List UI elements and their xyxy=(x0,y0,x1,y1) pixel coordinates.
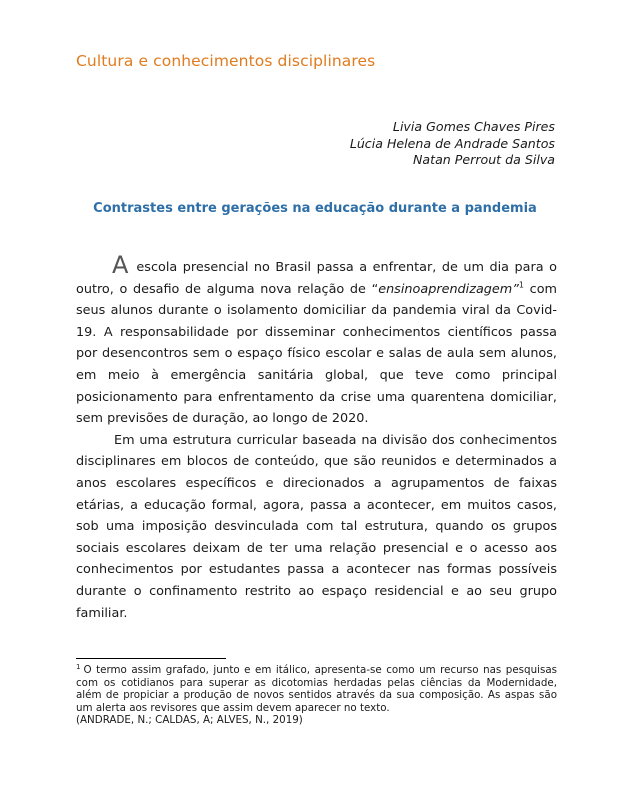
paragraph-1-text-a: escola presencial no Brasil passa a enfrentar, de um dia para o outro, o desafio de alguma nova relação de “ xyxy=(76,260,557,297)
author-name: Natan Perrout da Silva xyxy=(413,152,555,167)
paragraph-1 xyxy=(76,251,557,430)
italic-term: ensinoaprendizagem xyxy=(378,281,513,297)
article-body xyxy=(76,251,557,624)
footnote-number: 1 xyxy=(76,662,81,671)
author-list xyxy=(350,119,555,169)
footnote-citation: (ANDRADE, N.; CALDAS, A; ALVES, N., 2019) xyxy=(76,714,303,727)
article-title: Contrastes entre gerações na educação durante a pandemia xyxy=(93,201,537,216)
footnote-text: O termo assim grafado, junto e em itálico, apresenta-se como um recurso nas pesquisas com os cotidianos para superar as dicotomias herdadas pelas ciências da Modernidade, além de propiciar a produção de novos sentidos através da sua composição. As aspas são um alerta aos revisores que assim devem aparecer no texto. xyxy=(76,664,557,714)
section-title: Cultura e conhecimentos disciplinares xyxy=(76,52,376,70)
paragraph-2: Em uma estrutura curricular baseada na divisão dos conhecimentos disciplinares em blocos de conteúdo, que são reunidos e determinados a anos escolares específicos e direcionados a agrupamentos de faixas etárias, a educação formal, agora, passa a acontecer, em muitos casos, sob uma imposição desvinculada com tal estrutura, quando os grupos sociais escolares deixam de ter uma relação presencial e o acesso aos conhecimentos por estudantes passa a acontecer nas formas possíveis durante o confinamento restrito ao espaço residencial e ao seu grupo familiar. xyxy=(76,432,557,621)
drop-cap: A xyxy=(112,251,129,279)
closing-quote: ” xyxy=(512,281,519,297)
author-name: Lúcia Helena de Andrade Santos xyxy=(349,135,555,151)
paragraph-1-text-b: com seus alunos durante o isolamento domiciliar da pandemia viral da Covid-19. A responsabilidade por disseminar conhecimentos científicos passa por desencontros sem o espaço físico escolar e salas de aula sem alunos, em meio à emergência sanitária global, que teve como principal posicionamento para enfrentamento da crise uma quarentena domiciliar, sem previsões de duração, ao longo de 2020. xyxy=(76,281,557,427)
footnote-divider xyxy=(76,658,226,659)
footnote xyxy=(76,664,557,727)
author-name: Livia Gomes Chaves Pires xyxy=(392,119,555,134)
footnote-reference[interactable]: 1 xyxy=(518,280,524,290)
